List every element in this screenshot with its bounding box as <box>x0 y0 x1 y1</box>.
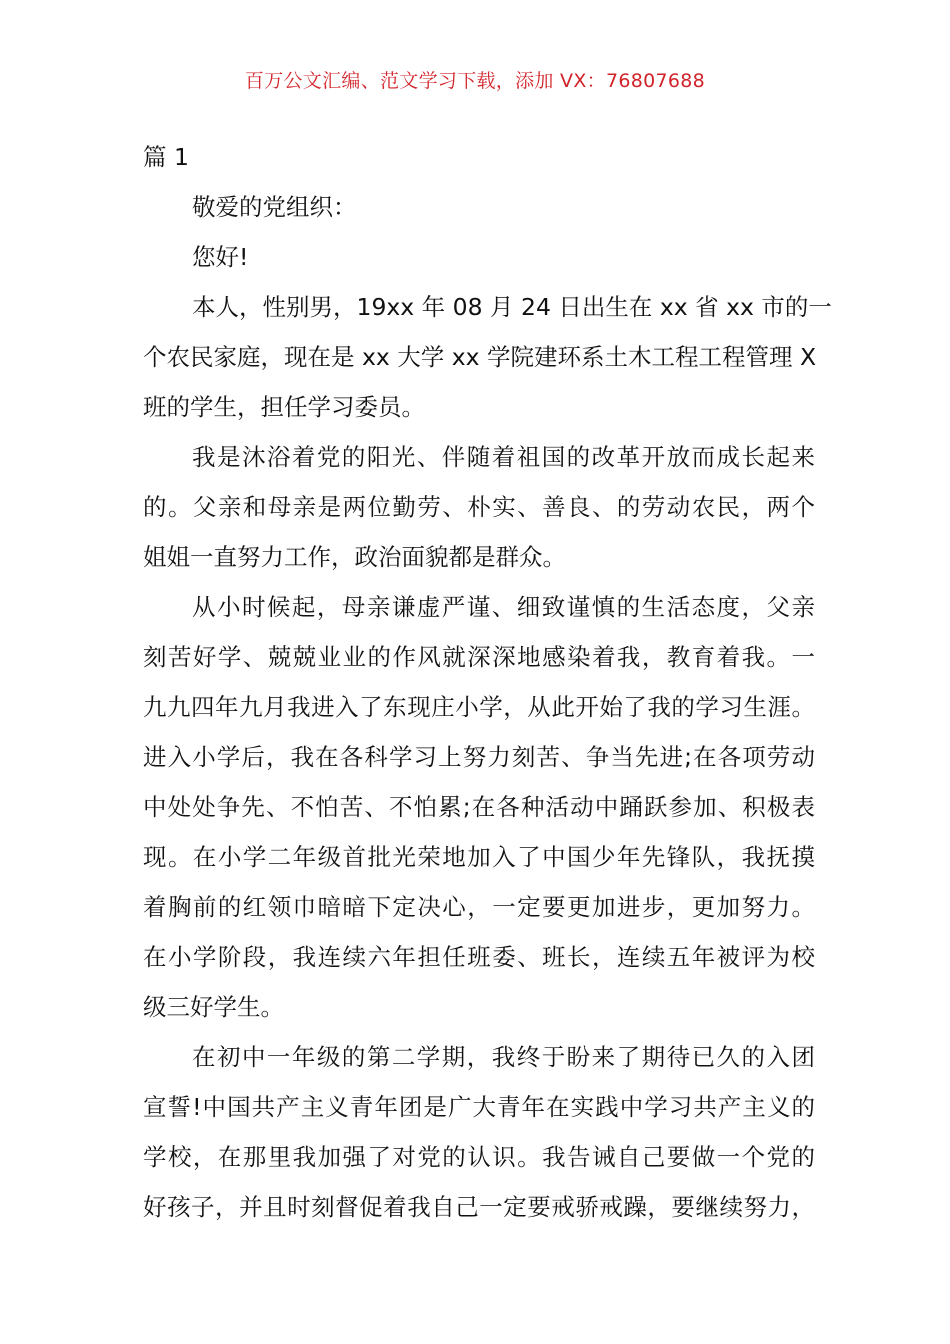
header-watermark-text: 百万公文汇编、范文学习下载，添加 VX：76807688 <box>244 70 706 92</box>
paragraph-line: 的。父亲和母亲是两位勤劳、朴实、善良、的劳动农民，两个 <box>143 493 815 521</box>
paragraph-line: 学校，在那里我加强了对党的认识。我告诫自己要做一个党的 <box>143 1143 815 1171</box>
greeting: 您好! <box>192 243 249 271</box>
paragraph-line: 我是沐浴着党的阳光、伴随着祖国的改革开放而成长起来 <box>192 443 815 471</box>
paragraph-line: 刻苦好学、兢兢业业的作风就深深地感染着我，教育着我。一 <box>143 643 815 671</box>
paragraph <box>143 1032 815 1232</box>
paragraph-line: 姐姐一直努力工作，政治面貌都是群众。 <box>143 543 566 571</box>
paragraph-line: 在小学阶段，我连续六年担任班委、班长，连续五年被评为校 <box>143 943 815 971</box>
paragraph <box>143 582 815 1032</box>
salutation: 敬爱的党组织： <box>192 193 357 221</box>
paragraph <box>143 282 832 432</box>
paragraph-line: 好孩子，并且时刻督促着我自己一定要戒骄戒躁，要继续努力， <box>143 1193 815 1221</box>
paragraph-line: 进入小学后，我在各科学习上努力刻苦、争当先进;在各项劳动 <box>143 743 815 771</box>
paragraph-line: 宣誓!中国共产主义青年团是广大青年在实践中学习共产主义的 <box>143 1093 815 1121</box>
paragraph-line: 九九四年九月我进入了东现庄小学，从此开始了我的学习生涯。 <box>143 693 815 721</box>
section-title: 篇 1 <box>143 143 189 171</box>
paragraph-line: 现。在小学二年级首批光荣地加入了中国少年先锋队，我抚摸 <box>143 843 815 871</box>
paragraph-line: 中处处争先、不怕苦、不怕累;在各种活动中踊跃参加、积极表 <box>143 793 815 821</box>
paragraph <box>143 432 815 582</box>
paragraph-line: 级三好学生。 <box>143 993 284 1021</box>
paragraph-line: 从小时候起，母亲谦虚严谨、细致谨慎的生活态度，父亲 <box>192 593 815 621</box>
paragraph-line: 班的学生，担任学习委员。 <box>143 393 425 421</box>
paragraph-line: 个农民家庭，现在是 xx 大学 xx 学院建环系土木工程工程管理 X <box>143 343 817 371</box>
paragraph-line: 在初中一年级的第二学期，我终于盼来了期待已久的入团 <box>192 1043 815 1071</box>
paragraph-line: 着胸前的红领巾暗暗下定决心，一定要更加进步，更加努力。 <box>143 893 815 921</box>
document-body <box>143 132 832 1232</box>
paragraph-line: 本人，性别男，19xx 年 08 月 24 日出生在 xx 省 xx 市的一 <box>192 293 832 321</box>
